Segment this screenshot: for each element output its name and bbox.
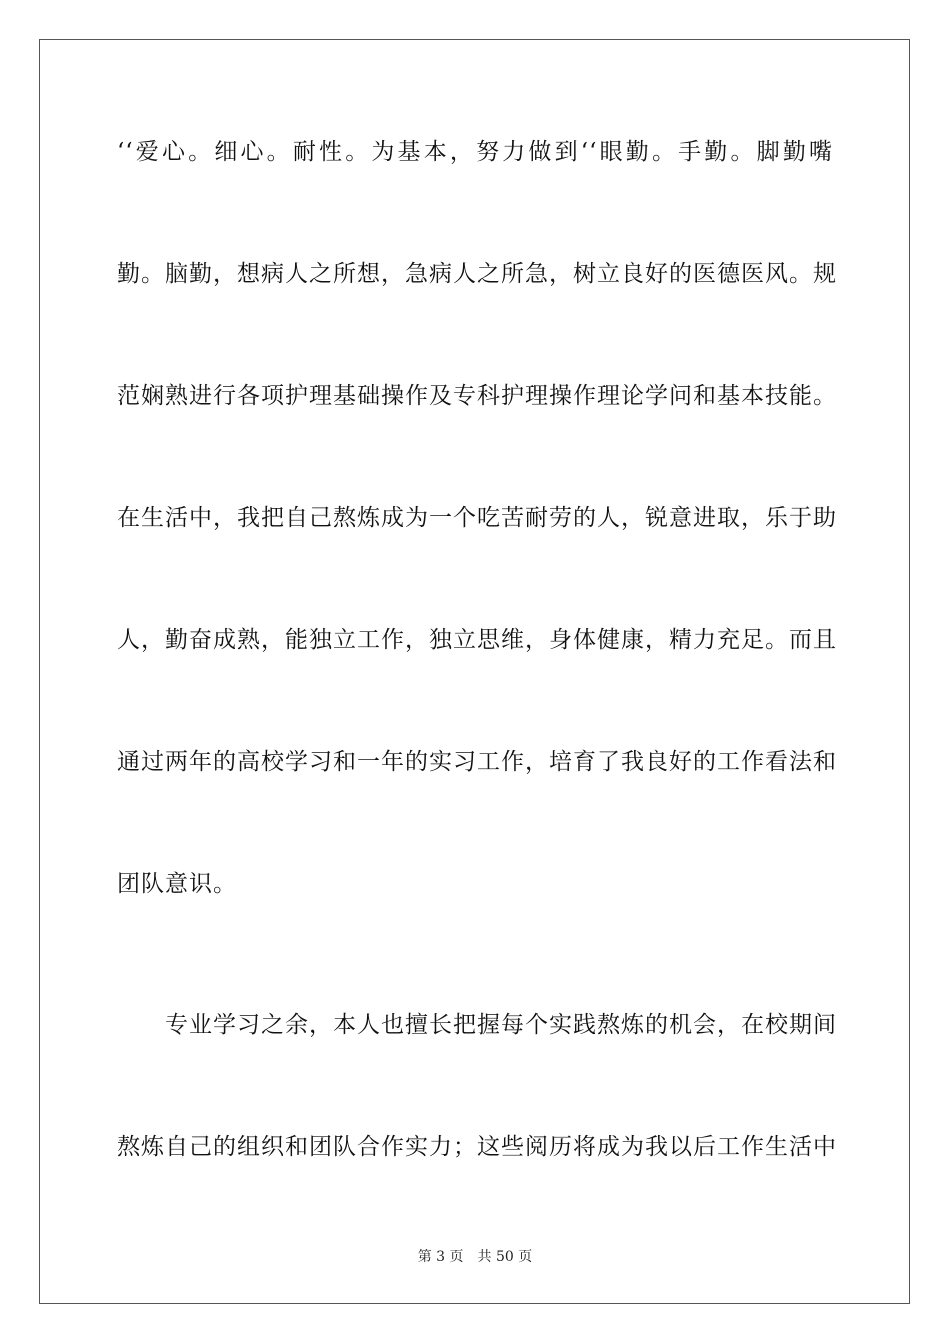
- paragraph-line: ‘‘爱心。细心。耐性。为基本，努力做到‘‘眼勤。手勤。脚勤嘴: [117, 139, 833, 165]
- paragraph-line: 人，勤奋成熟，能独立工作，独立思维，身体健康，精力充足。而且: [117, 627, 837, 653]
- page-number: 第 3 页: [417, 1249, 464, 1265]
- page-border: [39, 39, 910, 1304]
- page-footer: [0, 1248, 950, 1266]
- page-total: 共 50 页: [477, 1249, 533, 1265]
- paragraph-line: 在生活中，我把自己熬炼成为一个吃苦耐劳的人，锐意进取，乐于助: [117, 505, 837, 531]
- paragraph-line: 团队意识。: [117, 871, 237, 897]
- paragraph-line: 范娴熟进行各项护理基础操作及专科护理操作理论学问和基本技能。: [117, 383, 837, 409]
- paragraph-line: 熬炼自己的组织和团队合作实力；这些阅历将成为我以后工作生活中: [117, 1134, 837, 1160]
- paragraph-line: 通过两年的高校学习和一年的实习工作，培育了我良好的工作看法和: [117, 749, 837, 775]
- paragraph-first-line: 专业学习之余，本人也擅长把握每个实践熬炼的机会，在校期间: [165, 1012, 837, 1038]
- paragraph-line: 勤。脑勤，想病人之所想，急病人之所急，树立良好的医德医风。规: [117, 261, 837, 287]
